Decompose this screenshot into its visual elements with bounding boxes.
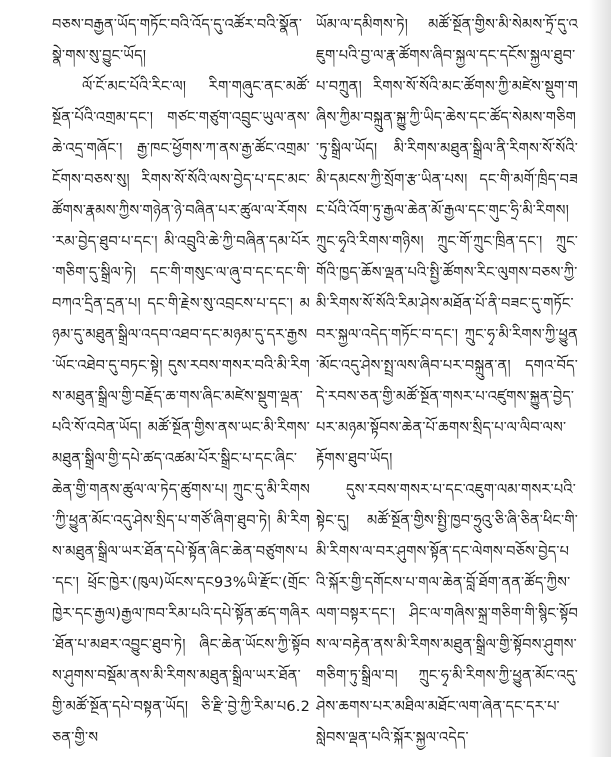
right-paragraph-new: དུས་རབས་གསར་པ་དང་འཇུག་ལམ་གསར་པའི་སྟེང་དུ། མཚོ་སྔོན་གྱིས་སྤྱི་ཁྱབ་ཧྲུའུ་ཅི་ཞི་ཅིན་ཕིང་གི་མི་རིགས་ལ་བར་ཤུགས་སྟོན་དང་ལེགས་བཅོས་བྱེད་པའི་སྐོར་གྱི་དགོངས་པ་གལ་ཆེན་བློ་ཐོག་ནན་ཚོད་ཀྱིས་ལག་བསྟར་དང་། ཤིང་ལ་གཞིས་སྐྲ་གཅིག་གི་སྙིང་སྟོབས་ལ་བརྟེན་ནས་མི་རིགས་མཐུན་སྒྲིལ་གྱི་སྟོབས་ཤུགས་གཅིག་ཏུ་སྒྲིལ་བ། ཀྲུང་ཧྭ་མི་རིགས་ཀྱི་ཕྱུན་མོང་འདུ་ཤེས་ཆགས་པར་མཐིལ་མཐོང་ལག་ཞེན་དང་དར་པ་སླེབས་ལྡན་པའི་སྐོར་སྐྱལ་འདེད་ (316, 482, 578, 746)
right-text-column (316, 10, 578, 750)
left-paragraph-continued: བཅས་བརྒྱན་ཡོད་གཏོང་བའི་འོད་དུ་འཚོར་བའི་སྣོན་སྣེ་གས་སུ་བྱུང་ཡོད། (52, 17, 303, 64)
right-paragraph-continued: ཡོམ་ལ་དམིགས་ཏེ། མཚོ་སྔོན་གྱིས་མི་སེམས་ཏྲོ་དུ་འཇུག་པའི་བྱ་ལ་རྣ་ཚོགས་ཞིབ་སྐྱལ་དང་དངོས་སྐྱལ་ཐུབ་པ་བཀྲུན། རིགས་སོ་སོའི་མང་ཚོགས་ཀྱི་མཛེས་སྡུག་གཞིས་ཀྱིམ་བསྐྲུན་སྐྱུ་ཀྱི་ཡིད་ཆེས་དང་ཚོད་སེམས་གཅིག་ཏུ་སྒྲིལ་ཡོད། མི་རིགས་མཐུན་སྒྲིལ་ནི་རིགས་སོ་སོའི་མི་དམངས་ཀྱི་སྲོག་རྩ་ཡིན་པས། དང་གི་མགོ་ཁྲིད་བཟང་པོའི་འོག་ཏུ་རྒྱལ་ཆེན་མོ་རྒྱལ་དང་གུང་ཧྲི་མི་རིགས། ཀྲུང་ཧྭའི་རིགས་གཉིས། ཀྲུང་གོ་ཀྲུང་ཁྲིན་དང་། ཀྲུང་གོའི་ཁྱད་ཆོས་ལྡན་པའི་སྤྱི་ཚོགས་རིང་ལུགས་བཅས་ཀྱི་མི་རིགས་སོ་སོའི་རིམ་ཤེས་མཐོན་པོ་ནི་བཟང་དུ་གཏོང་བར་སྐྱལ་འདེད་གཏོང་བ་དང་། ཀྲུང་ཧྭ་མི་རིགས་ཀྱི་ཕྱུན་མོང་འདུ་ཤེས་སྤྲ་ལས་ཞིབ་པར་བསྐྲུན་ན། དགའ་བོད་དེ་རབས་ཅན་གྱི་མཚོ་སྔོན་གསར་པ་འཛུགས་སྐྱུན་བྱེད་པར་མཉམ་སྟོབས་ཆེན་པོ་ཆགས་སྲིད་པ་ལ་ལིབ་ལས་རྟོགས་ཐུབ་ཡོད། (316, 17, 578, 467)
page-edge-shadow (589, 0, 611, 757)
left-text-column (52, 10, 310, 750)
left-paragraph-main: ལོ་ངོ་མང་པོའི་རིང་ལ། རིག་གཞུང་ནང་མཚོ་སྔོན་པོའི་འགྲམ་དང་། གཙང་གཙུག་འབྲུང་ཡུལ་ནས་ཆེ་འདྲ་གཞོང་། རྒྱ་ཁང་ཕྱོགས་ཀ་ནས་རྒྱ་ཚོང་འགྲམ་ངོགས་བཅས་སུ། རིགས་སོ་སོའི་ལས་བྱེད་པ་དང་མང་ཚོགས་རྣམས་ཀྱིས་གཉེན་ཉེ་བཞིན་པར་ཚུལ་ལ་རོགས་རམ་བྱེད་ཐུབ་པ་དང་། མི་འབྲུའི་ཆེ་ཀྱི་བཞིན་དམ་པོར་གཅིག་དུ་སྒྲིལ་ཏེ། དང་གི་གསུང་ལ་ཞུ་བ་དང་དང་གི་བཀའ་དྲིན་དྲན་པ། དང་གི་རྗེས་སུ་འབྲངས་པ་དང་། མཉམ་དུ་མཐུན་སྒྲིལ་འདབ་འཐབ་དང་མཉམ་དུ་དར་རྒྱས་ཡོང་འཐེབ་དུ་བཏང་སྟེ། དུས་རབས་གསར་བའི་མི་རིགས་མཐུན་སྒྲིལ་གྱི་བརྗོད་ཆ་གས་ཞིང་མཛེས་སྡུག་ལྡན་པའི་སོ་འབེན་ཡོད། མཚོ་སྔོན་གྱིས་ནས་ཡང་མི་རིགས་མཐུན་སྒྲིལ་གྱི་དཔེ་ཚད་འཚམ་པོར་སྒྲིང་པ་དང་ཞིང་ཆེན་གྱི་གནས་ཚུལ་ལ་ཏེད་ཚུགས་པ། ཀྲུང་དུ་མི་རིགས་ཀྱི་ཕྱུན་མོང་འདུ་ཤེས་སྲིད་པ་གཙོ་ཞིག་ཐུབ་ཏེ། མི་རིགས་མཐུན་སྒྲིལ་ཡར་ཐོན་དཔེ་སྟོན་ཞིང་ཆེན་བཙུགས་པ་དང་། ཕྲོང་ཁྱེར་(ཁུལ)ཡོངས་དང93%ཡི་རྫོང་(གྲོང་ཁྱེར་དང་རྒྱལ)རྒྱལ་ཁབ་རིམ་པའི་དཔེ་སྟོན་ཚད་གཞིར་ཐོན་པ་མཐར་འབྱུང་ཐུབ་ཏེ། ཞིང་ཆེན་ཡོངས་ཀྱི་སྟོབས་ཤུགས་བསྡོམ་ནས་མི་རིགས་མཐུན་སྒྲིལ་ཡར་ཐོན་གྱི་མཚོ་སྔོན་དཔེ་བསྟན་ཡོད། ཅི་རྫི་བྱེ་ཀྱི་རིམ་པ6.2ཅན་གྱི་ས (52, 79, 310, 746)
